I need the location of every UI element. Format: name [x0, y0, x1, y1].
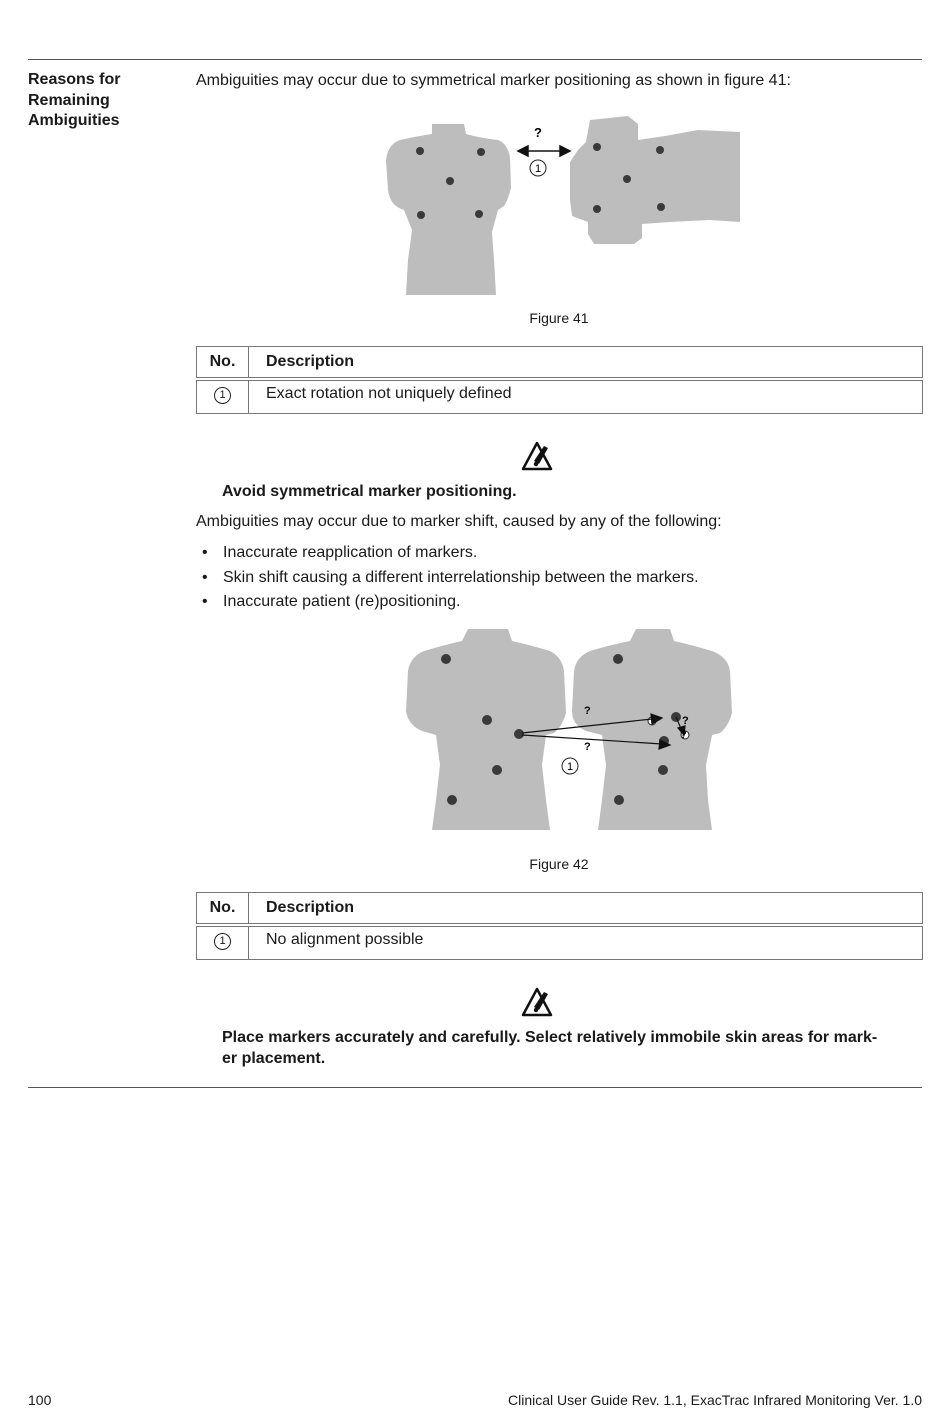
column-header-description: Description	[249, 893, 923, 926]
figure-42-legend-table	[196, 892, 923, 960]
list-item: • Inaccurate reapplication of markers.	[196, 541, 699, 566]
question-mark-label: ?	[534, 125, 542, 140]
top-rule	[28, 59, 922, 60]
warning-text-line-1: Place markers accurately and carefully. Select relatively immobile skin areas for mark-	[222, 1029, 878, 1046]
row-description: No alignment possible	[249, 925, 923, 960]
figure-42-caption: Figure 42	[529, 856, 589, 872]
figure-41-legend-table	[196, 346, 923, 414]
table-row	[197, 925, 923, 960]
callout-number: 1	[566, 761, 574, 773]
marker	[623, 175, 631, 183]
row-description: Exact rotation not uniquely defined	[249, 379, 923, 414]
list-item: • Skin shift causing a different interrelationship between the markers.	[196, 566, 699, 591]
figure-41-caption: Figure 41	[529, 310, 589, 326]
marker	[446, 177, 454, 185]
marker	[613, 654, 623, 664]
torso-silhouette-left	[406, 629, 566, 830]
marker	[593, 205, 601, 213]
marker	[477, 148, 485, 156]
marker	[482, 715, 492, 725]
torso-silhouette-rotated	[570, 116, 740, 244]
column-header-no: No.	[197, 893, 249, 926]
marker	[492, 765, 502, 775]
bullet-list	[196, 541, 699, 615]
question-mark-label: ?	[682, 715, 689, 727]
marker	[417, 211, 425, 219]
torso-silhouette-right	[572, 629, 732, 830]
marker	[593, 143, 601, 151]
warning-hand-icon	[520, 986, 554, 1018]
marker	[614, 795, 624, 805]
warning-text: Avoid symmetrical marker positioning.	[222, 483, 517, 500]
document-title: Clinical User Guide Rev. 1.1, ExacTrac Infrared Monitoring Ver. 1.0	[508, 1392, 922, 1408]
marker	[441, 654, 451, 664]
question-mark-label: ?	[584, 705, 591, 717]
callout-number: 1	[214, 387, 231, 404]
figure-42-image	[400, 625, 735, 835]
marker	[447, 795, 457, 805]
callout-number: 1	[214, 933, 231, 950]
torso-silhouette-front	[386, 124, 511, 295]
page-number: 100	[28, 1392, 52, 1408]
list-item: • Inaccurate patient (re)positioning.	[196, 590, 699, 615]
callout-number: 1	[534, 163, 542, 175]
question-mark-label: ?	[584, 741, 591, 753]
column-header-no: No.	[197, 347, 249, 380]
marker	[514, 729, 524, 739]
marker	[656, 146, 664, 154]
marker	[416, 147, 424, 155]
section-heading: Reasons for Remaining Ambiguities	[28, 71, 121, 129]
intro-paragraph: Ambiguities may occur due to symmetrical marker positioning as shown in figure 41:	[196, 72, 791, 89]
shift-intro-paragraph: Ambiguities may occur due to marker shift, caused by any of the following:	[196, 513, 722, 530]
marker	[658, 765, 668, 775]
warning-hand-icon	[520, 440, 554, 472]
column-header-description: Description	[249, 347, 923, 380]
bottom-rule	[28, 1087, 922, 1088]
double-arrow	[518, 146, 570, 156]
warning-text	[222, 1028, 912, 1069]
marker	[475, 210, 483, 218]
warning-text-line-2: er placement.	[222, 1049, 326, 1067]
table-row	[197, 379, 923, 414]
question-mark-label: ?	[680, 729, 687, 741]
figure-41-image	[380, 110, 745, 300]
marker	[657, 203, 665, 211]
